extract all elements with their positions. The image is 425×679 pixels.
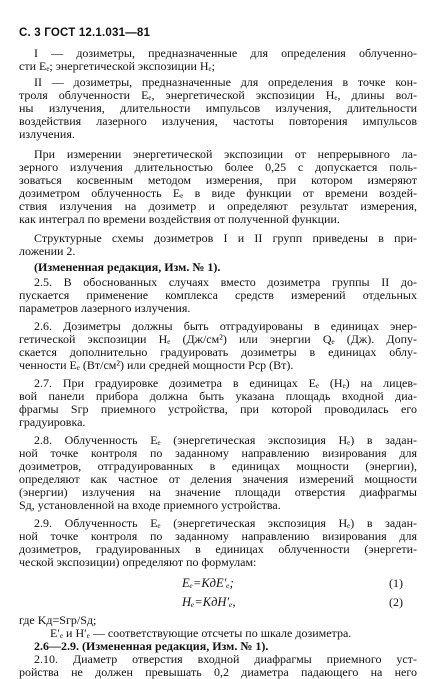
text-line: 2.8. Облученность Eₑ (энергетическая экспозиция Hₑ) в задан-: [34, 434, 417, 447]
text-line: 2.9. Облученность Eₑ (энергетическая экспозиция Hₑ) в задан-: [34, 517, 417, 530]
text-line: определяют как частное от деления значения измерений мощности: [19, 473, 417, 486]
text-line: 2.6. Дозиметры должны быть отградуированы в единицах энер-: [34, 320, 417, 333]
text-line: сти Eₑ; энергетической экспозиции Hₑ;: [19, 60, 215, 73]
text-line: фрагмы Sгр приемного устройства, при которой проводилась его: [19, 403, 417, 416]
text-line: ченности Eₑ (Вт/см²) или средней мощности Pср (Вт).: [19, 359, 294, 372]
text-line: 2.7. При градуировке дозиметра в единицах Eₑ (Hₑ) на лицев-: [34, 377, 417, 390]
text-line: дозиметров, отградуированных в единицах мощности (энергии),: [19, 460, 417, 473]
text-line: зерного излучения длительностью более 0,25 с допускается поль-: [19, 161, 417, 174]
text-line: скается дополнительно градуировать дозиметры в единицах облу-: [19, 346, 417, 359]
text-line: Структурные схемы дозиметров I и II групп приведены в при-: [34, 232, 417, 245]
text-line: Sд, установленной на входе приемного устройства.: [19, 499, 281, 512]
text-line: E′ₑ и H′ₑ — соответствующие отсчеты по шкале дозиметра.: [50, 627, 352, 640]
text-line: зоваться косвенным методом измерения, при котором измеряют: [19, 174, 417, 187]
text-line: При измерении энергетической экспозиции от непрерывного ла-: [34, 148, 417, 161]
text-line: параметров лазерного излучения.: [19, 302, 191, 315]
text-line: II — дозиметры, предназначенные для определения в точке кон-: [34, 76, 417, 89]
text-line: где Kд=Sгр/Sд;: [19, 614, 97, 627]
text-line: троля облученности Eₑ, энергетической экспозиции Hₑ, длины вол-: [19, 89, 417, 102]
text-line: I — дозиметры, предназначенные для определения облученно-: [34, 47, 417, 60]
amendment-note: (Измененная редакция, Изм. № 1).: [34, 261, 221, 274]
formula-2-number: (2): [389, 595, 403, 609]
formula-1: Eₑ=KдE′ₑ;: [182, 576, 234, 590]
text-line: дозиметром облученность Eₑ в виде функции от времени воздей-: [19, 187, 417, 200]
text-line: ройства не должен превышать 0,2 диаметра падающего на него: [19, 666, 417, 679]
formula-1-number: (1): [389, 576, 403, 590]
text-line: воздействия лазерного излучения, частоты повторения импульсов: [19, 115, 417, 128]
text-line: дозиметров, градуированных в единицах облученности (энергети-: [19, 543, 417, 556]
text-line: ной точке контроля по заданному направлению визирования для: [19, 530, 417, 543]
text-line: 2.10. Диаметр отверстия входной диафрагмы приемного уст-: [34, 653, 417, 666]
text-line: ной точке контроля по заданному направлению визирования для: [19, 447, 417, 460]
text-line: ствия излучения на дозиметр и определяют результат измерения,: [19, 200, 417, 213]
text-line: пускается применение комплекса средств измерений отдельных: [19, 289, 417, 302]
text-line: излучения.: [19, 128, 75, 141]
text-line: вой панели прибора должна быть указана площадь входной диа-: [19, 390, 417, 403]
text-line: ны излучения, длительности импульсов излучения, длительности: [19, 102, 417, 115]
text-line: градуировка.: [19, 416, 86, 429]
page-header: С. 3 ГОСТ 12.1.031—81: [19, 27, 151, 39]
text-line: ложении 2.: [19, 245, 76, 258]
text-line: (энергии) излучения на значение площади отверстия диафрагмы: [19, 486, 417, 499]
text-line: гетической экспозиции Hₑ (Дж/см²) или энергии Qₑ (Дж). Допу-: [19, 333, 417, 346]
amendment-note: 2.6—2.9. (Измененная редакция, Изм. № 1).: [34, 640, 269, 653]
formula-2: Hₑ=KдH′ₑ,: [182, 595, 236, 609]
text-line: ческой экспозиции) определяют по формулам:: [19, 556, 257, 569]
text-line: 2.5. В обоснованных случаях вместо дозиметра группы II до-: [34, 276, 417, 289]
text-line: как интеграл по времени воздействия от полученной функции.: [19, 213, 340, 226]
